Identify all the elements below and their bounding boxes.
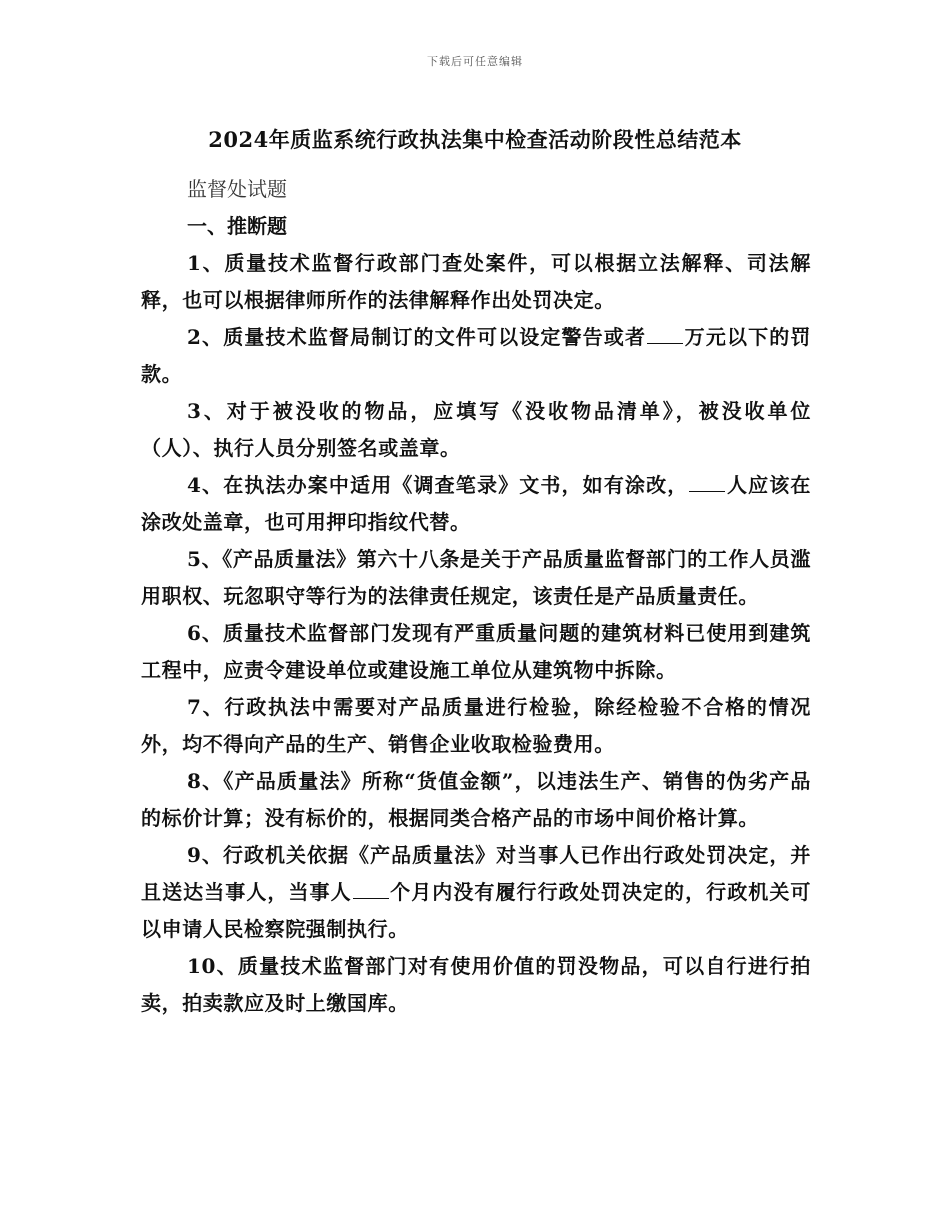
question-text: 10、质量技术监督部门对有使用价值的罚没物品，可以自行进行拍卖，拍卖款应及时上缴国库。 — [141, 954, 811, 1015]
question-5 — [141, 541, 811, 615]
answer-blank — [353, 882, 389, 899]
question-text: 6、质量技术监督部门发现有严重质量问题的建筑材料已使用到建筑工程中，应责令建设单位或建设施工单位从建筑物中拆除。 — [141, 621, 811, 682]
answer-blank — [689, 475, 725, 492]
question-9 — [141, 837, 811, 948]
question-1 — [141, 245, 811, 319]
document-body — [141, 171, 811, 1022]
question-3 — [141, 393, 811, 467]
question-text: 5、《产品质量法》第六十八条是关于产品质量监督部门的工作人员滥用职权、玩忽职守等行为的法律责任规定，该责任是产品质量责任。 — [141, 547, 811, 608]
header-note: 下载后可任意编辑 — [427, 55, 523, 68]
question-8 — [141, 763, 811, 837]
question-text: 7、行政执法中需要对产品质量进行检验，除经检验不合格的情况外，均不得向产品的生产、销售企业收取检验费用。 — [141, 695, 811, 756]
question-text: 1、质量技术监督行政部门查处案件，可以根据立法解释、司法解释，也可以根据律师所作的法律解释作出处罚决定。 — [141, 251, 811, 312]
question-text: 4、在执法办案中适用《调查笔录》文书，如有涂改， — [187, 473, 689, 497]
question-text-continued: 个月内没有履行行政处罚决定的，行政机关可以申请人民检察院强制执行。 — [141, 880, 812, 941]
question-text: 8、《产品质量法》所称“货值金额”，以违法生产、销售的伪劣产品的标价计算；没有标价的，根据同类合格产品的市场中间价格计算。 — [141, 769, 811, 830]
question-10 — [141, 948, 811, 1022]
question-text-continued: 万元以下的罚款。 — [141, 325, 811, 386]
question-text-continued: 人应该在涂改处盖章，也可用押印指纹代替。 — [141, 473, 811, 534]
question-6 — [141, 615, 811, 689]
question-7 — [141, 689, 811, 763]
answer-blank — [647, 327, 683, 344]
question-2 — [141, 319, 811, 393]
question-text: 3、对于被没收的物品，应填写《没收物品清单》，被没收单位（人）、执行人员分别签名或盖章。 — [141, 399, 811, 460]
question-text: 9、行政机关依据《产品质量法》对当事人已作出行政处罚决定，并且送达当事人，当事人 — [141, 843, 811, 904]
section-heading: 一、推断题 — [187, 214, 287, 238]
question-text: 2、质量技术监督局制订的文件可以设定警告或者 — [187, 325, 647, 349]
section-label: 监督处试题 — [187, 177, 287, 201]
question-4 — [141, 467, 811, 541]
document-title: 2024年质监系统行政执法集中检查活动阶段性总结范本 — [208, 127, 742, 152]
